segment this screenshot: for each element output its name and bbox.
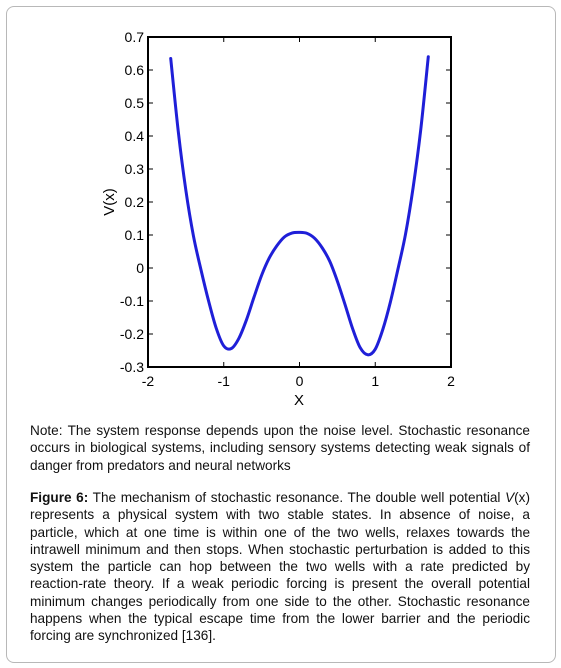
potential-curve-line (171, 57, 429, 355)
y-tick-label: -0.3 (119, 359, 144, 375)
caption-label: Figure 6: (30, 490, 89, 505)
y-tick-label: 0.5 (124, 95, 144, 111)
y-tick-label: 0.1 (124, 227, 144, 243)
figure-note: Note: The system response depends upon the noise level. Stochastic resonance occurs in biological systems, including sensory systems detecting weak signals of danger from predators and neural networks (30, 423, 530, 473)
y-tick-group (120, 29, 451, 375)
plot-area-frame (148, 37, 451, 367)
y-tick-label: 0.7 (124, 29, 144, 45)
y-tick-label: -0.1 (119, 293, 144, 309)
figure-caption (30, 489, 530, 645)
x-tick-label: 1 (371, 373, 380, 389)
y-tick-label: 0.6 (124, 62, 144, 78)
caption-text-1: The mechanism of stochastic resonance. The double well potential (88, 490, 506, 505)
y-axis-label: V(x) (101, 188, 118, 216)
y-tick-label: 0.4 (124, 128, 144, 144)
x-tick-label: -2 (141, 373, 155, 389)
y-tick-label: -0.2 (119, 326, 144, 342)
y-tick-label: 0.2 (124, 194, 144, 210)
x-tick-label: 2 (447, 373, 455, 389)
y-tick-label: 0 (136, 260, 144, 276)
x-tick-label: 0 (295, 373, 304, 389)
y-tick-label: 0.3 (124, 161, 144, 177)
x-axis-label: X (293, 392, 305, 409)
caption-variable: V (505, 490, 515, 505)
series-layer (171, 57, 429, 355)
caption-text-2: (x) represents a physical system with two stable states. In absence of noise, a particle, which at one time is within one of the two wells, relaxes towards the intrawell minimum and then stops. When stochastic perturbation is added to this system the particle can hop between the two wells with a rate predicted by reaction-rate theory. If a weak periodic forcing is present the overall potential minimum changes periodically from one side to the other. Stochastic resonance happens when the typical escape time from the lower barrier and the periodic forcing are synchronized [136]. (30, 490, 531, 644)
x-tick-label: -1 (217, 373, 230, 389)
